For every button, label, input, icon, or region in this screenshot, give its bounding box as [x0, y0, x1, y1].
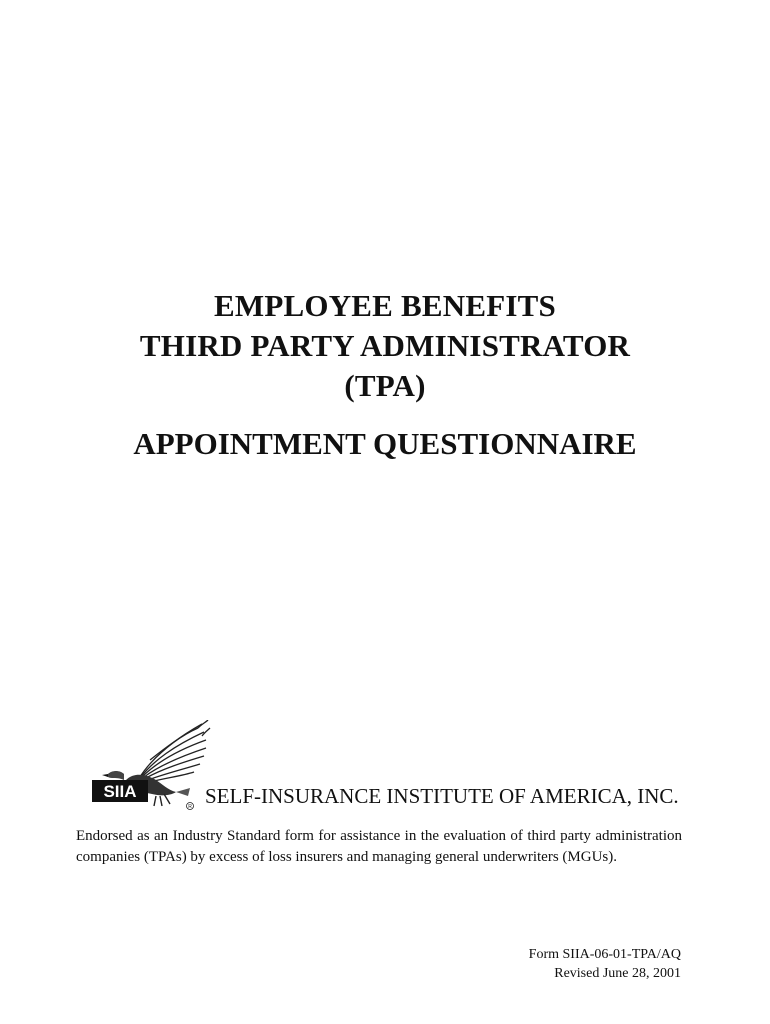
document-title	[0, 286, 770, 406]
title-line-1: EMPLOYEE BENEFITS	[214, 288, 556, 323]
endorsement-text: Endorsed as an Industry Standard form for assistance in the evaluation of third party administration companies (TPAs) by excess of loss insurers and managing general underwriters (MGUs).	[76, 828, 682, 865]
revision-date: Revised June 28, 2001	[554, 966, 681, 981]
organization-name: SELF-INSURANCE INSTITUTE OF AMERICA, INC.	[205, 784, 679, 808]
form-info	[529, 945, 681, 983]
logo-text: SIIA	[103, 782, 137, 801]
eagle-logo-icon	[90, 720, 220, 812]
document-subtitle: APPOINTMENT QUESTIONNAIRE	[133, 426, 637, 461]
form-number: Form SIIA-06-01-TPA/AQ	[528, 947, 681, 962]
svg-text:R: R	[188, 804, 192, 810]
title-line-2: THIRD PARTY ADMINISTRATOR	[139, 328, 631, 363]
title-line-3: (TPA)	[344, 368, 426, 403]
